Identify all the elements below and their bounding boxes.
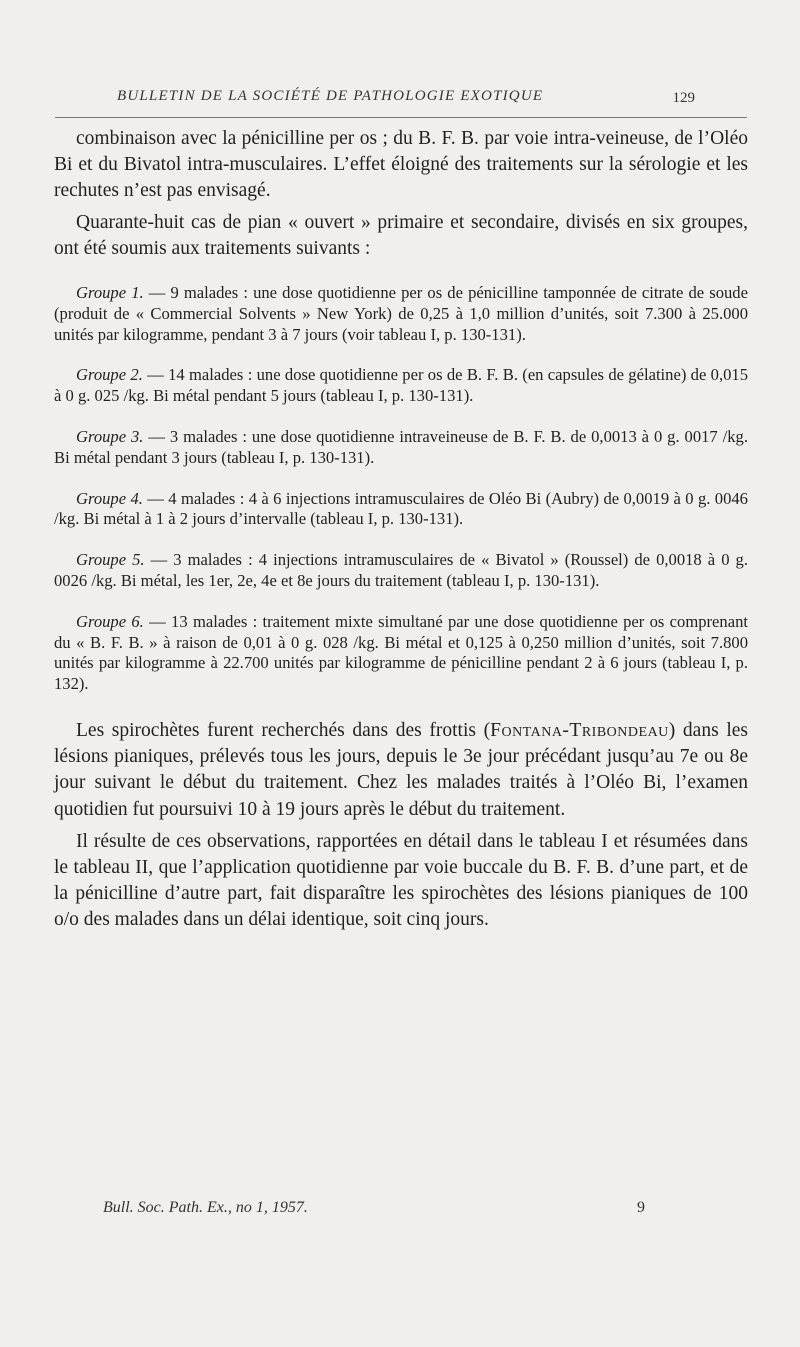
group-paragraph — [54, 612, 748, 695]
group-text: — 13 malades : traitement mixte simultané par une dose quotidienne per os comprenant du « B. F. B. » à raison de 0,01 à 0 g. 028 /kg. Bi métal et 0,125 à 0,250 million d’unités, soit 7.800 unités par kilogramme à 22.700 unités par kilogramme de pénicilline pendant 2 à 6 jours (tableau I, p. 132). — [54, 611, 748, 694]
author-names: Fontana-Tribondeau — [490, 719, 669, 741]
journal-citation: Bull. Soc. Path. Ex., no 1, 1957. — [103, 1199, 308, 1216]
intro-paragraph: Quarante-huit cas de pian « ouvert » primaire et secondaire, divisés en six groupes, ont été soumis aux traitements suivants : — [54, 211, 748, 259]
conclusion-paragraph — [54, 718, 748, 823]
group-label: Groupe 1. — [76, 283, 144, 303]
page-footer — [55, 1199, 745, 1223]
conclusion — [54, 718, 748, 934]
group-label: Groupe 6. — [76, 611, 144, 631]
group-label: Groupe 4. — [76, 488, 143, 508]
conclusion-text: ) dans les lésions pianiques, prélevés tous les jours, depuis le 3e jour précédant jusqu’au 7e ou 8e jour suivant le début du traitement. Chez les malades traités à l’Oléo Bi, l’examen quotidien fut poursuivi 10 à 19 jours après le début du traitement. — [54, 719, 748, 820]
group-label: Groupe 3. — [76, 427, 144, 446]
group-text: — 3 malades : 4 injections intramusculaires de « Bivatol » (Roussel) de 0,0018 à 0 g. 0026 /kg. Bi métal, les 1er, 2e, 4e et 8e jours du traitement (tableau I, p. 130-131). — [54, 550, 748, 590]
group-paragraph — [54, 489, 748, 531]
page-header — [55, 88, 745, 112]
group-text: — 14 malades : une dose quotidienne per os de B. F. B. (en capsules de gélatine) de 0,015 à 0 g. 025 /kg. Bi métal pendant 5 jours (tableau I, p. 130-131). — [54, 365, 748, 406]
group-text: — 3 malades : une dose quotidienne intraveineuse de B. F. B. de 0,0013 à 0 g. 0017 /kg. Bi métal pendant 3 jours (tableau I, p. 130-131). — [54, 427, 748, 467]
intro — [54, 126, 748, 262]
main-text — [54, 126, 748, 934]
running-title: BULLETIN DE LA SOCIÉTÉ DE PATHOLOGIE EXOTIQUE — [117, 88, 544, 104]
group-label: Groupe 2. — [76, 365, 143, 385]
group-paragraph — [54, 283, 748, 345]
group-paragraph — [54, 550, 748, 592]
group-paragraph — [54, 365, 748, 407]
group-label: Groupe 5. — [76, 550, 145, 570]
group-text: — 9 malades : une dose quotidienne per os de pénicilline tamponnée de citrate de soude (produit de « Commercial Solvents » New York) de 0,25 à 1,0 million d’unités, soit 7.300 à 25.000 unités par kilogramme, pendant 3 à 7 jours (voir tableau I, p. 130-131). — [54, 283, 748, 344]
conclusion-text: Les spirochètes furent recherchés dans des frottis ( — [76, 719, 491, 741]
intro-paragraph: combinaison avec la pénicilline per os ; du B. F. B. par voie intra-veineuse, de l’Oléo Bi et du Bivatol intra-musculaires. L’effet éloigné des traitements sur la sérologie et les rechutes n’est pas envisagé. — [54, 128, 748, 202]
sheet-number: 9 — [637, 1199, 645, 1216]
treatment-groups — [54, 283, 748, 695]
page-number: 129 — [672, 90, 695, 106]
group-paragraph — [54, 427, 748, 469]
header-divider — [55, 117, 747, 118]
conclusion-paragraph: Il résulte de ces observations, rapportées en détail dans le tableau I et résumées dans le tableau II, que l’application quotidienne par voie buccale du B. F. B. d’une part, et de la pénicilline d’autre part, fait disparaître les spirochètes des lésions pianiques de 100 o/o des malades dans un délai identique, soit cinq jours. — [54, 830, 748, 931]
group-text: — 4 malades : 4 à 6 injections intramusculaires de Oléo Bi (Aubry) de 0,0019 à 0 g. 0046 /kg. Bi métal à 1 à 2 jours d’intervalle (tableau I, p. 130-131). — [54, 488, 748, 529]
